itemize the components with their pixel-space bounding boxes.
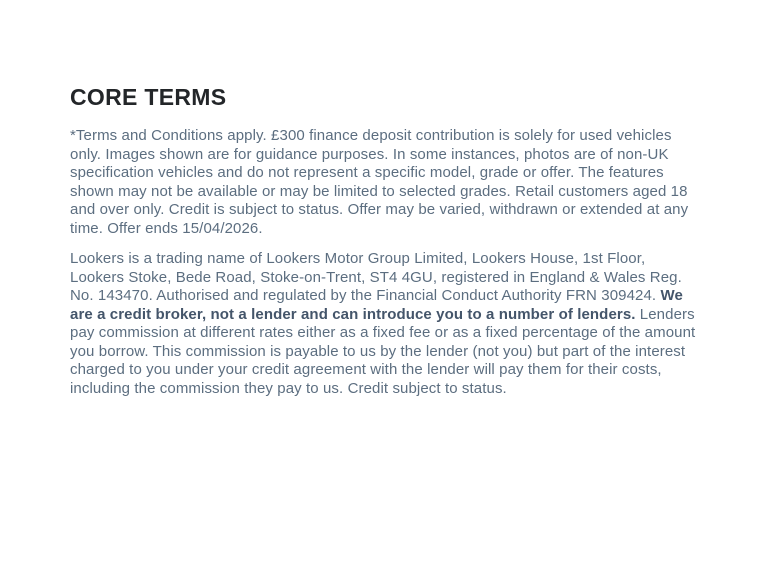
credit-broker-bold-statement: We are a credit broker, not a lender and can introduce you to a number of lenders.	[70, 287, 683, 323]
legal-disclosure-part2: Lenders pay commission at different rates either as a fixed fee or as a fixed percentage of the amount you borrow. This commission is payable to us by the lender (not you) but part of the interest charged to you under your credit agreement with the lender will pay them for their costs, including the commission they pay to us. Credit subject to status.	[70, 305, 696, 397]
core-terms-section	[70, 84, 701, 398]
page-title: CORE TERMS	[70, 84, 227, 110]
legal-disclosure-part1: Lookers is a trading name of Lookers Motor Group Limited, Lookers House, 1st Floor, Lookers Stoke, Bede Road, Stoke-on-Trent, ST4 4GU, registered in England & Wales Reg. No. 143470. Authorised and regulated by the Financial Conduct Authority FRN 309424.	[70, 250, 682, 304]
legal-disclosure-paragraph	[70, 250, 701, 398]
terms-conditions-paragraph: *Terms and Conditions apply. £300 finance deposit contribution is solely for used vehicles only. Images shown are for guidance purposes. In some instances, photos are of non-UK specification vehicles and do not represent a specific model, grade or offer. The features shown may not be available or may be limited to selected grades. Retail customers aged 18 and over only. Credit is subject to status. Offer may be varied, withdrawn or extended at any time. Offer ends 15/04/2026.	[70, 127, 689, 237]
